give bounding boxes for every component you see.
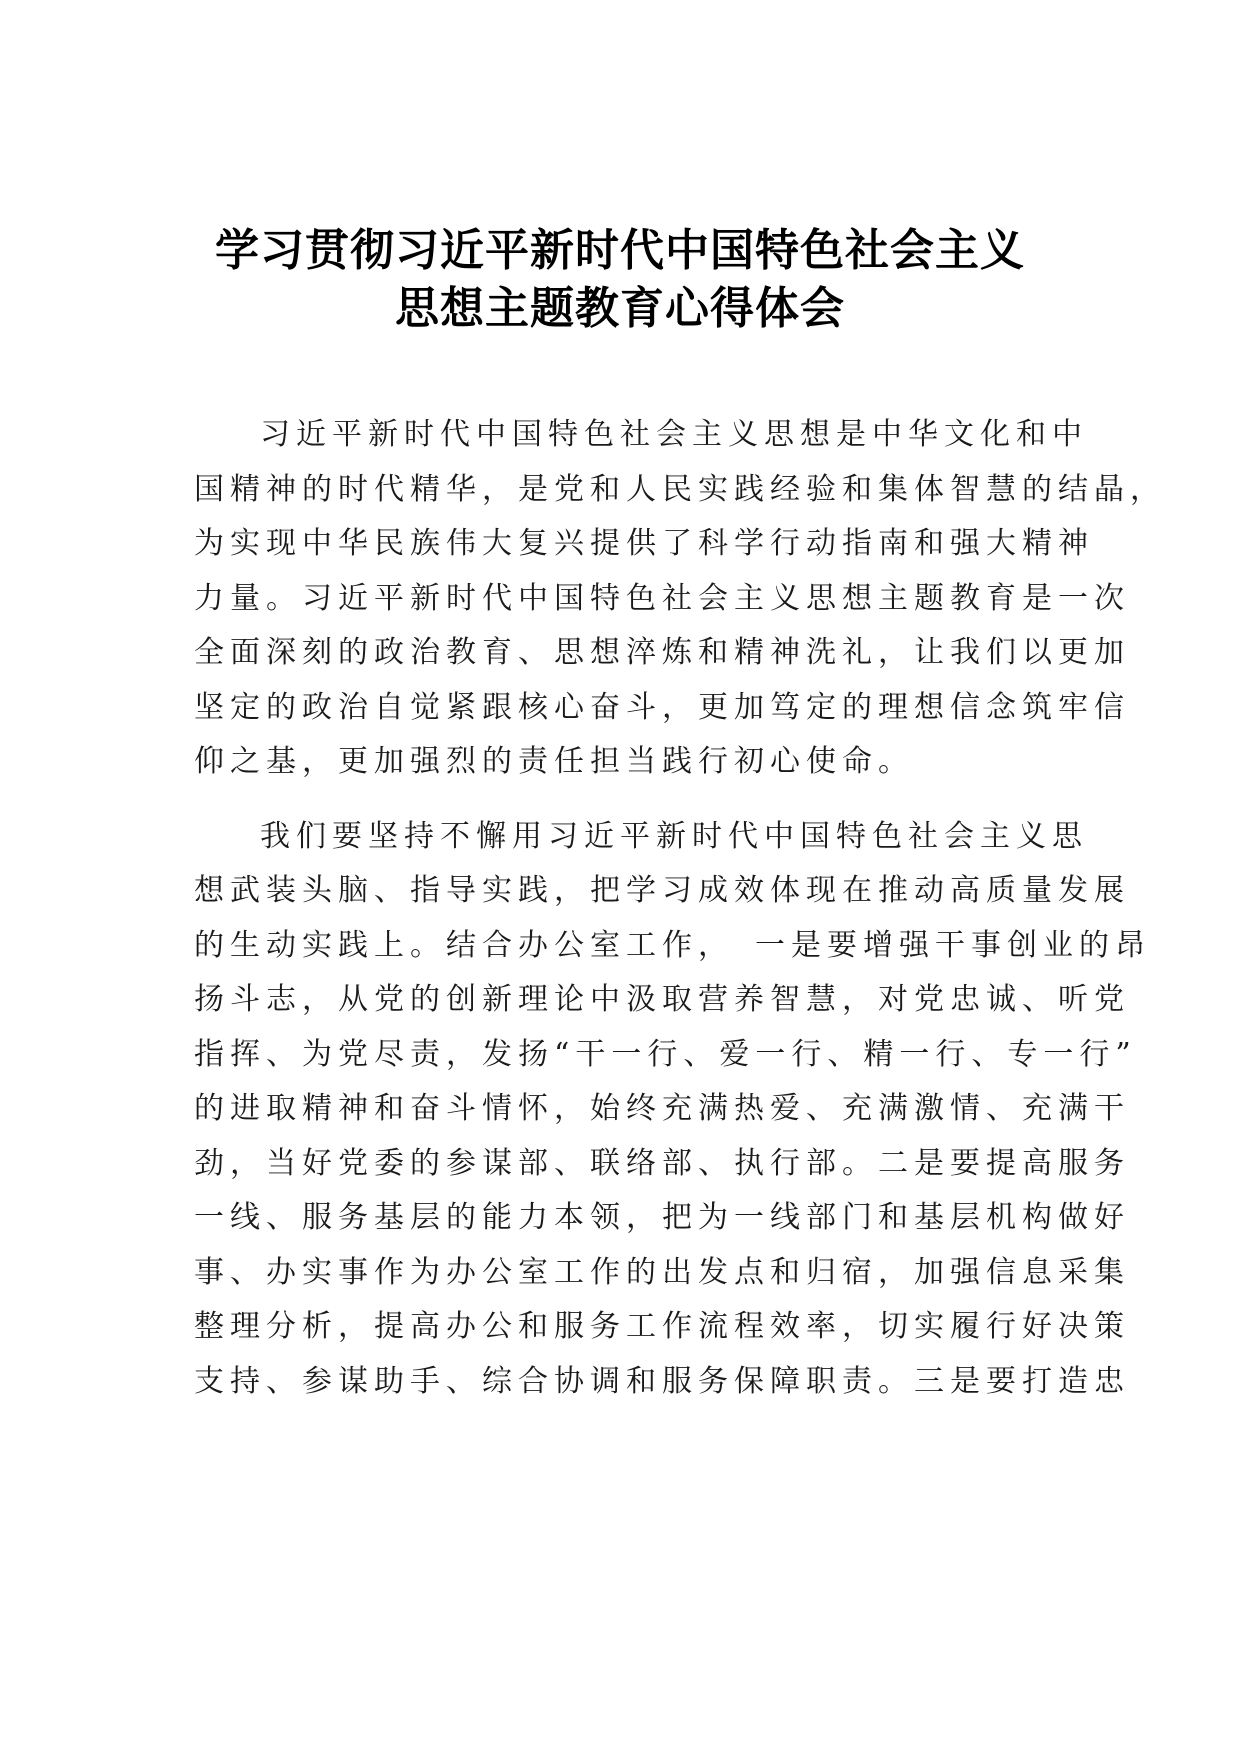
title-line-2: 思想主题教育心得体会: [395, 283, 845, 334]
document-title: [150, 222, 1090, 338]
paragraph-line: 为实现中华民族伟大复兴提供了科学行动指南和强大精神: [194, 526, 1094, 561]
paragraph-line: 仰之基，更加强烈的责任担当践行初心使命。: [194, 744, 914, 779]
paragraph-line: 力量。习近平新时代中国特色社会主义思想主题教育是一次: [194, 580, 1130, 616]
paragraph-line: 的进取精神和奋斗情怀，始终充满热爱、充满激情、充满干: [194, 1091, 1130, 1126]
paragraph-line: 指挥、为党尽责，发扬“干一行、爱一行、精一行、专一行”: [194, 1036, 1137, 1072]
paragraph-1: [194, 408, 1166, 790]
paragraph-line: 劲，当好党委的参谋部、联络部、执行部。二是要提高服务: [194, 1145, 1130, 1181]
paragraph-line: 整理分析，提高办公和服务工作流程效率，切实履行好决策: [194, 1309, 1130, 1344]
paragraph-line: 坚定的政治自觉紧跟核心奋斗，更加笃定的理想信念筑牢信: [194, 689, 1130, 725]
paragraph-line: 扬斗志，从党的创新理论中汲取营养智慧，对党忠诚、听党: [194, 982, 1130, 1017]
paragraph-line: 我们要坚持不懈用习近平新时代中国特色社会主义思: [260, 818, 1088, 854]
paragraph-line: 事、办实事作为办公室工作的出发点和归宿，加强信息采集: [194, 1254, 1130, 1290]
document-body: [194, 408, 1166, 1429]
paragraph-2: [194, 810, 1151, 1410]
paragraph-line: 支持、参谋助手、综合协调和服务保障职责。三是要打造忠: [194, 1363, 1130, 1399]
paragraph-line: 想武装头脑、指导实践，把学习成效体现在推动高质量发展: [194, 873, 1130, 908]
paragraph-line: 一线、服务基层的能力本领，把为一线部门和基层机构做好: [194, 1200, 1130, 1235]
paragraph-line: 全面深刻的政治教育、思想淬炼和精神洗礼，让我们以更加: [194, 635, 1130, 670]
paragraph-line: 的生动实践上。结合办公室工作， 一是要增强干事创业的昂: [194, 927, 1151, 963]
paragraph-line: 习近平新时代中国特色社会主义思想是中华文化和中: [260, 417, 1088, 452]
paragraph-line: 国精神的时代精华，是党和人民实践经验和集体智慧的结晶，: [194, 471, 1166, 507]
title-line-1: 学习贯彻习近平新时代中国特色社会主义: [215, 225, 1025, 276]
